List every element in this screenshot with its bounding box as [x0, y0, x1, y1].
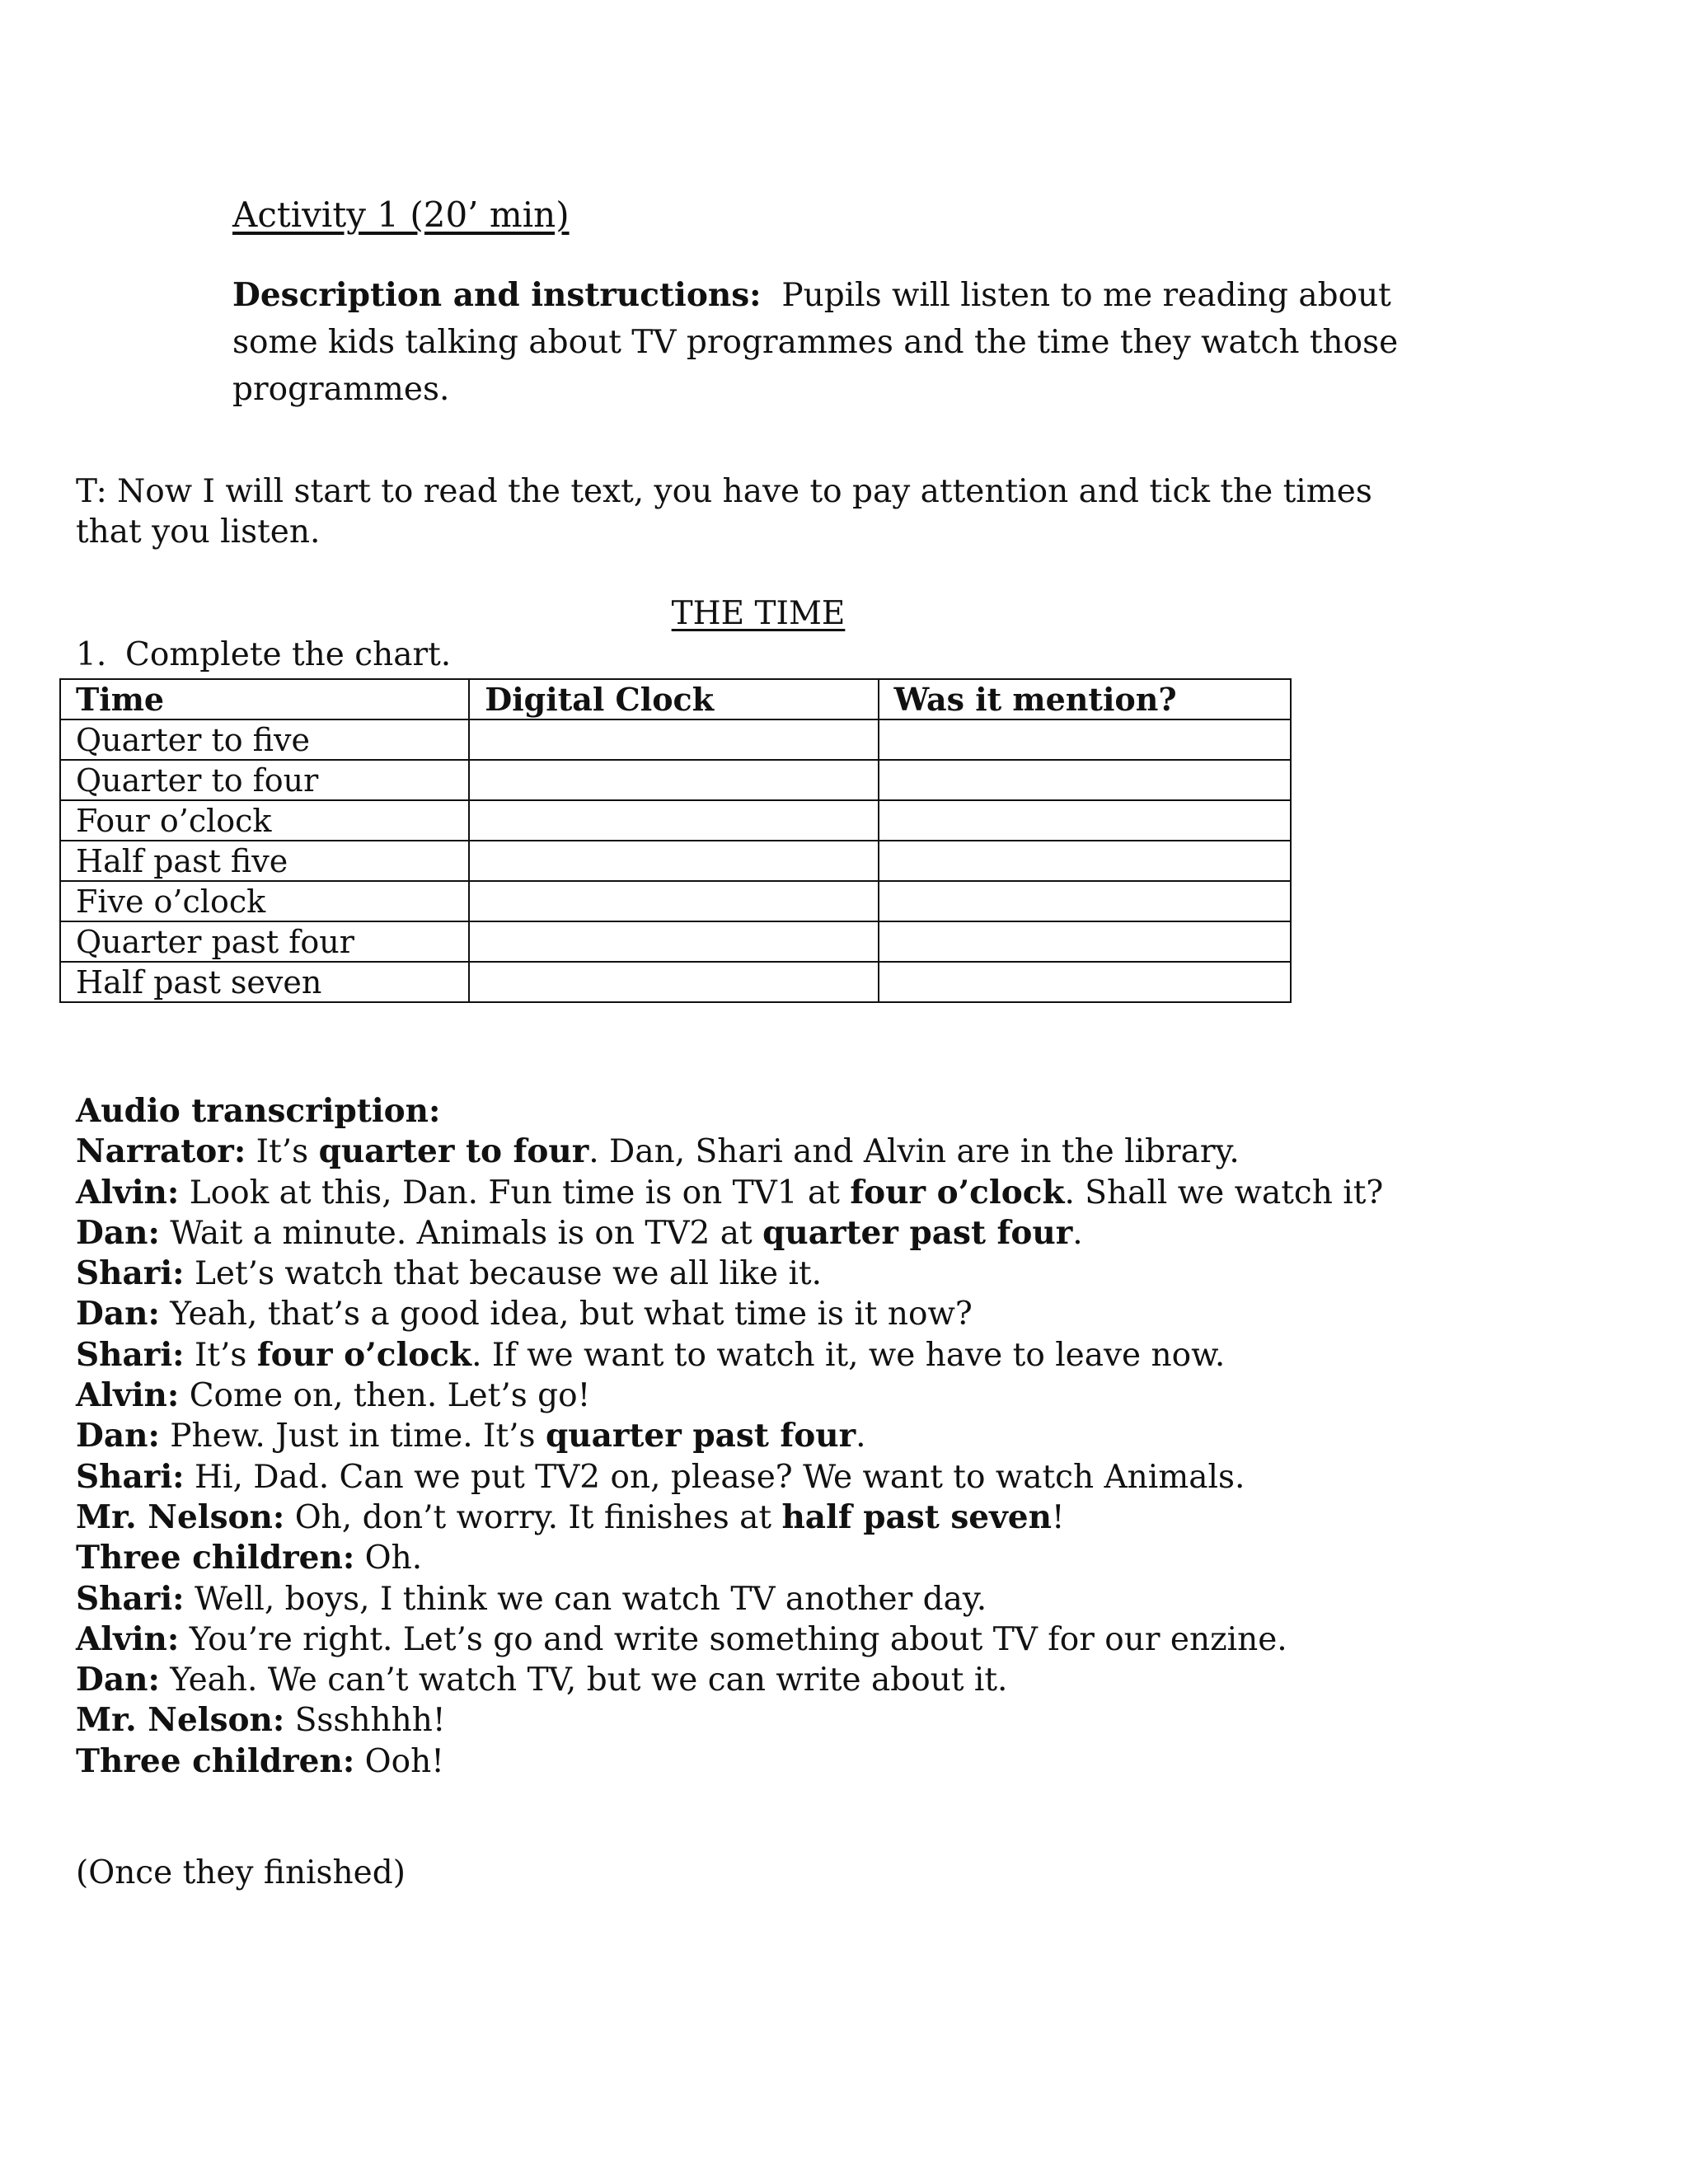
task-text: Complete the chart.	[125, 636, 452, 673]
transcription-line	[76, 1416, 1526, 1456]
transcription-heading	[76, 1091, 1526, 1132]
digital-clock-cell[interactable]	[469, 719, 878, 760]
table-row	[60, 719, 1291, 760]
dialogue-text: .	[1072, 1214, 1083, 1252]
transcription-line	[76, 1213, 1526, 1254]
section-title: THE TIME	[671, 595, 846, 632]
header-digital-clock: Digital Clock	[469, 679, 878, 719]
dialogue-text: Yeah, that’s a good idea, but what time is it now?	[159, 1296, 973, 1333]
task-number: 1.	[76, 636, 107, 673]
dialogue-text: Oh.	[354, 1540, 423, 1577]
digital-clock-cell[interactable]	[469, 800, 878, 841]
mentioned-cell[interactable]	[879, 719, 1291, 760]
time-cell: Four o’clock	[60, 800, 469, 841]
speaker-label: Mr. Nelson:	[76, 1497, 285, 1536]
time-cell: Quarter to five	[60, 719, 469, 760]
transcription-lines	[76, 1132, 1526, 1782]
dialogue-text: . Dan, Shari and Alvin are in the library.	[588, 1133, 1240, 1171]
table-header-row	[60, 679, 1291, 719]
highlighted-time: quarter past four	[762, 1213, 1073, 1252]
time-cell: Half past seven	[60, 962, 469, 1002]
dialogue-text: Ssshhhh!	[284, 1702, 446, 1740]
highlighted-time: quarter past four	[545, 1417, 856, 1455]
audio-transcription	[76, 1091, 1526, 1782]
header-time: Time	[60, 679, 469, 719]
time-cell: Quarter past four	[60, 921, 469, 962]
dialogue-text: !	[1051, 1498, 1065, 1536]
highlighted-time: half past seven	[781, 1497, 1052, 1536]
transcription-line	[76, 1457, 1526, 1497]
highlighted-time: four o’clock	[850, 1173, 1065, 1212]
digital-clock-cell[interactable]	[469, 841, 878, 881]
dialogue-text: Wait a minute. Animals is on TV2 at	[159, 1214, 763, 1252]
speaker-label: Dan:	[76, 1295, 160, 1333]
table-row	[60, 881, 1291, 921]
dialogue-text: Oh, don’t worry. It finishes at	[284, 1498, 782, 1536]
dialogue-text: Yeah. We can’t watch TV, but we can write about it.	[159, 1661, 1008, 1699]
teacher-line: T: Now I will start to read the text, you have to pay attention and tick the times that you listen.	[76, 473, 1372, 551]
speaker-label: Dan:	[76, 1417, 160, 1455]
dialogue-text: .	[856, 1418, 866, 1455]
table-row	[60, 962, 1291, 1002]
table-row	[60, 800, 1291, 841]
transcription-line	[76, 1254, 1526, 1294]
speaker-label: Alvin:	[76, 1376, 180, 1415]
transcription-line	[76, 1335, 1526, 1376]
mentioned-cell[interactable]	[879, 841, 1291, 881]
transcription-line	[76, 1173, 1526, 1213]
dialogue-text: . Shall we watch it?	[1064, 1174, 1384, 1212]
instructions-paragraph	[232, 272, 1469, 413]
dialogue-text: It’s	[184, 1336, 257, 1374]
highlighted-time: quarter to four	[318, 1132, 589, 1171]
table-row	[60, 841, 1291, 881]
speaker-label: Dan:	[76, 1661, 160, 1699]
mentioned-cell[interactable]	[879, 962, 1291, 1002]
instructions-label: Description and instructions:	[232, 276, 762, 314]
dialogue-text: You’re right. Let’s go and write something about TV for our enzine.	[179, 1620, 1287, 1658]
transcription-heading-text: Audio transcription:	[76, 1092, 441, 1130]
header-was-it-mentioned: Was it mention?	[879, 679, 1291, 719]
transcription-line	[76, 1538, 1526, 1578]
highlighted-time: four o’clock	[256, 1335, 472, 1374]
dialogue-text: It’s	[246, 1133, 319, 1171]
speaker-label: Shari:	[76, 1457, 185, 1496]
digital-clock-cell[interactable]	[469, 760, 878, 800]
table-row	[60, 921, 1291, 962]
speaker-label: Three children:	[76, 1539, 355, 1577]
transcription-line	[76, 1132, 1526, 1172]
mentioned-cell[interactable]	[879, 760, 1291, 800]
transcription-line	[76, 1497, 1526, 1538]
transcription-line	[76, 1579, 1526, 1619]
closing-note: (Once they finished)	[76, 1854, 406, 1891]
time-chart-table	[59, 678, 1292, 1003]
digital-clock-cell[interactable]	[469, 962, 878, 1002]
speaker-label: Narrator:	[76, 1132, 246, 1171]
speaker-label: Alvin:	[76, 1619, 180, 1658]
transcription-line	[76, 1619, 1526, 1660]
table-row	[60, 760, 1291, 800]
activity-title: Activity 1 (20’ min)	[232, 194, 570, 235]
transcription-line	[76, 1700, 1526, 1741]
speaker-label: Mr. Nelson:	[76, 1701, 285, 1740]
mentioned-cell[interactable]	[879, 800, 1291, 841]
time-cell: Quarter to four	[60, 760, 469, 800]
instructions-text: Pupils will listen to me reading about some kids talking about TV programmes and the time they watch those programmes.	[232, 277, 1399, 408]
transcription-line	[76, 1741, 1526, 1782]
dialogue-text: Phew. Just in time. It’s	[159, 1418, 546, 1455]
dialogue-text: Come on, then. Let’s go!	[179, 1377, 591, 1415]
task-instruction	[76, 636, 451, 673]
transcription-line	[76, 1294, 1526, 1334]
speaker-label: Shari:	[76, 1335, 185, 1374]
mentioned-cell[interactable]	[879, 881, 1291, 921]
digital-clock-cell[interactable]	[469, 881, 878, 921]
dialogue-text: Let’s watch that because we all like it.	[184, 1255, 822, 1293]
dialogue-text: Hi, Dad. Can we put TV2 on, please? We want to watch Animals.	[184, 1458, 1245, 1496]
speaker-label: Shari:	[76, 1579, 185, 1618]
speaker-label: Three children:	[76, 1741, 355, 1780]
speaker-label: Dan:	[76, 1213, 160, 1252]
digital-clock-cell[interactable]	[469, 921, 878, 962]
time-cell: Five o’clock	[60, 881, 469, 921]
dialogue-text: Look at this, Dan. Fun time is on TV1 at	[179, 1174, 851, 1212]
mentioned-cell[interactable]	[879, 921, 1291, 962]
dialogue-text: Well, boys, I think we can watch TV another day.	[184, 1580, 987, 1618]
transcription-line	[76, 1376, 1526, 1416]
speaker-label: Shari:	[76, 1254, 185, 1293]
time-cell: Half past five	[60, 841, 469, 881]
dialogue-text: . If we want to watch it, we have to leave now.	[471, 1336, 1226, 1374]
dialogue-text: Ooh!	[354, 1742, 444, 1780]
transcription-line	[76, 1660, 1526, 1700]
speaker-label: Alvin:	[76, 1173, 180, 1212]
